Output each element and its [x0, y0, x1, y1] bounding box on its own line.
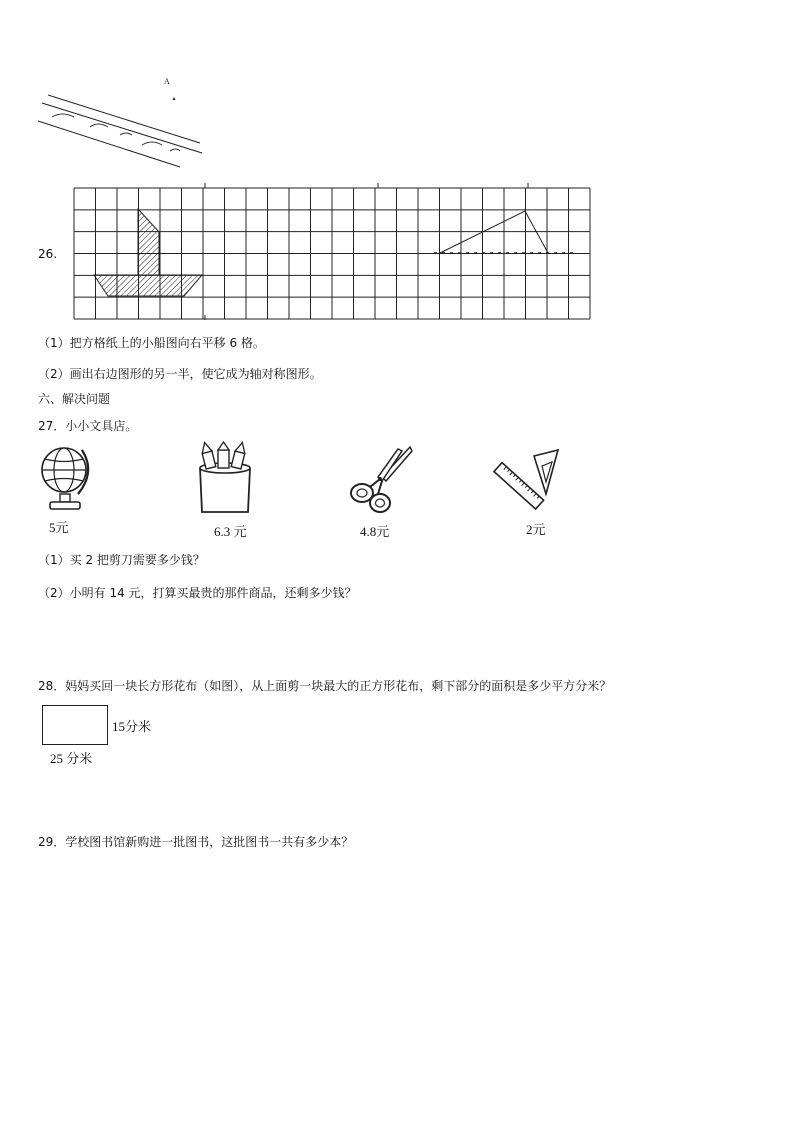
point-a-label: A	[164, 77, 170, 86]
q27-title: 27．小小文具店。	[38, 419, 138, 433]
scissors-icon	[348, 443, 414, 515]
q27-part1: （1）买 2 把剪刀需要多少钱？	[38, 553, 205, 567]
boat-hull	[94, 275, 202, 296]
grid-svg	[72, 186, 592, 320]
globe-icon	[38, 442, 94, 514]
boat-sail	[138, 209, 159, 275]
ruler-triangle-price: 2元	[526, 522, 546, 537]
pencil-cup-price: 6.3 元	[214, 524, 247, 539]
cloth-height-label: 15分米	[112, 719, 152, 734]
pencil-cup-icon	[196, 440, 254, 514]
cloth-width-label: 25 分米	[50, 751, 93, 766]
ruler-triangle-icon	[488, 446, 564, 516]
globe-price: 5元	[49, 520, 69, 535]
road-drawing	[30, 75, 210, 170]
q26-number: 26.	[38, 247, 58, 261]
q28-title: 28．妈妈买回一块长方形花布（如图），从上面剪一块最大的正方形花布，剩下部分的面积是多少平方分米？	[38, 679, 612, 693]
q26-part1: （1）把方格纸上的小船图向右平移 6 格。	[38, 336, 265, 350]
scissors-price: 4.8元	[360, 524, 390, 539]
section-title: 六、解决问题	[38, 392, 111, 406]
grid-paper	[72, 186, 592, 320]
cloth-rectangle	[42, 705, 108, 745]
road-figure	[30, 75, 210, 170]
q26-part2: （2）画出右边图形的另一半，使它成为轴对称图形。	[38, 367, 322, 381]
q27-part2: （2）小明有 14 元，打算买最贵的那件商品，还剩多少钱？	[38, 586, 357, 600]
q29-title: 29．学校图书馆新购进一批图书，这批图书一共有多少本？	[38, 835, 354, 849]
